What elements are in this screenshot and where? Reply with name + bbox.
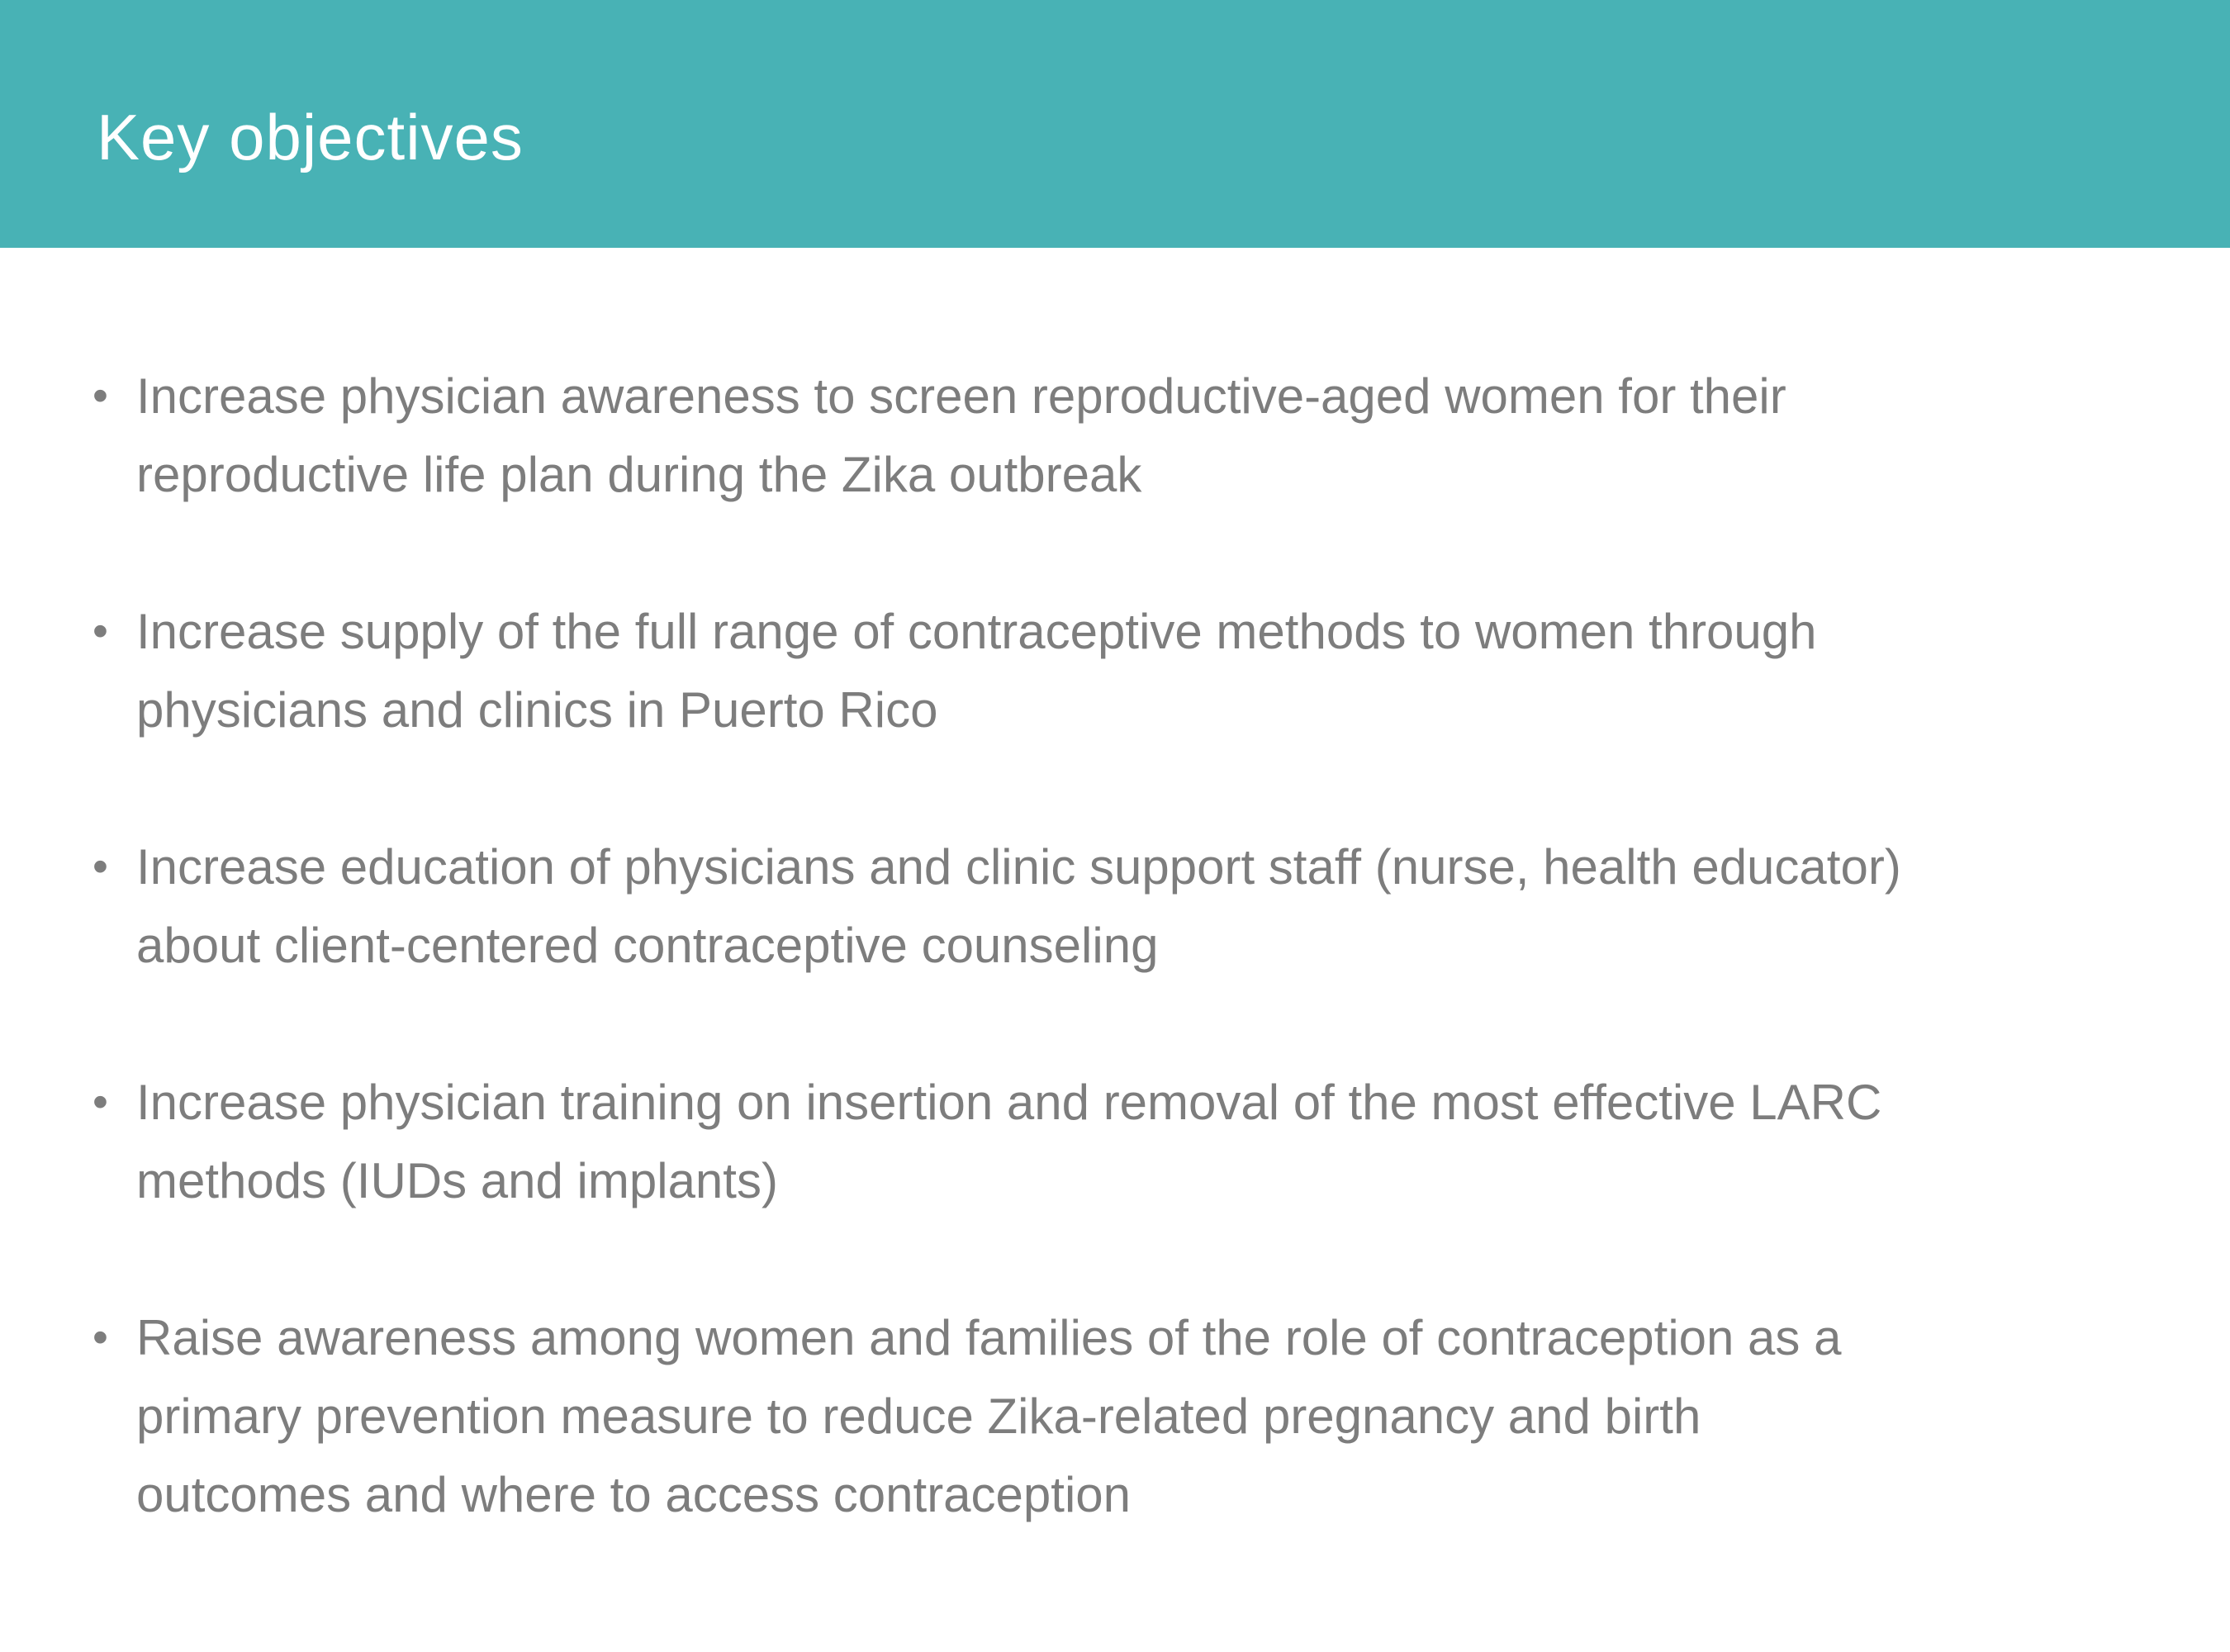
bullet-text-line: Increase physician awareness to screen reproductive-aged women for their [136,368,1786,424]
bullet-item [93,1298,2106,1534]
bullet-text [136,1063,2106,1220]
bullet-text-line: Increase supply of the full range of contraceptive methods to women through [136,604,1817,659]
slide-header [0,0,2230,248]
bullet-item [93,1063,2106,1220]
bullet-list [0,248,2230,1534]
bullet-text [136,592,2106,749]
bullet-text [136,828,2106,985]
bullet-item [93,357,2106,514]
bullet-text-line: reproductive life plan during the Zika outbreak [136,447,1142,502]
bullet-dot-icon: • [93,842,108,891]
bullet-text [136,357,2106,514]
bullet-text-line: Increase physician training on insertion and removal of the most effective LARC [136,1075,1882,1130]
bullet-text-line: primary prevention measure to reduce Zika-related pregnancy and birth [136,1389,1701,1444]
bullet-dot-icon: • [93,1313,108,1362]
bullet-text [136,1298,2106,1534]
bullet-dot-icon: • [93,606,108,656]
bullet-item [93,592,2106,749]
bullet-text-line: outcomes and where to access contraception [136,1467,1132,1522]
bullet-dot-icon: • [93,1077,108,1127]
bullet-text-line: Raise awareness among women and families of the role of contraception as a [136,1310,1842,1365]
bullet-text-line: about client-centered contraceptive counseling [136,918,1159,973]
bullet-text-line: Increase education of physicians and clinic support staff (nurse, health educator) [136,839,1901,895]
bullet-text-line: methods (IUDs and implants) [136,1153,778,1208]
bullet-dot-icon: • [93,371,108,420]
bullet-item [93,828,2106,985]
slide-title: Key objectives [97,100,524,173]
bullet-text-line: physicians and clinics in Puerto Rico [136,682,938,738]
